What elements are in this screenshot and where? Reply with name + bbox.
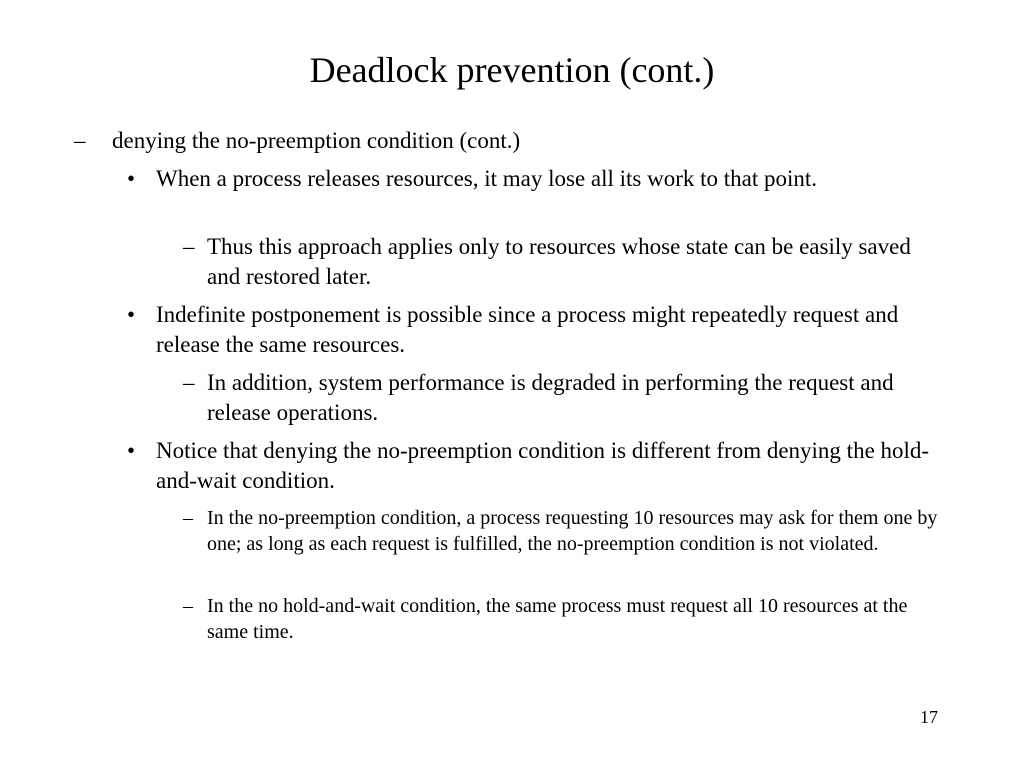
dash-marker: – [183, 234, 195, 259]
list-item-text: Indefinite postponement is possible since a process might repeatedly request and release the same resources. [156, 302, 899, 357]
list-item [127, 300, 942, 360]
dash-marker: – [74, 128, 86, 153]
slide-title: Deadlock prevention (cont.) [309, 50, 715, 90]
list-item [127, 164, 942, 194]
list-item-text: In addition, system performance is degraded in performing the request and release operations. [207, 370, 894, 425]
list-item-text: Notice that denying the no-preemption condition is different from denying the hold-and-wait condition. [156, 438, 930, 493]
list-item [74, 126, 974, 156]
list-item-text: When a process releases resources, it may lose all its work to that point. [156, 166, 818, 191]
list-item-text: Thus this approach applies only to resources whose state can be easily saved and restored later. [207, 234, 911, 289]
list-item [127, 436, 942, 496]
list-item [183, 232, 943, 292]
dash-marker: – [183, 595, 193, 617]
dash-marker: – [183, 370, 195, 395]
list-item [183, 593, 943, 645]
dash-marker: – [183, 507, 193, 529]
bullet-marker: • [127, 302, 136, 327]
list-item [183, 505, 943, 557]
bullet-marker: • [127, 166, 136, 191]
list-item-text: In the no-preemption condition, a process requesting 10 resources may ask for them one by one; as long as each request is fulfilled, the no-preemption condition is not violated. [207, 507, 938, 555]
list-item-text: In the no hold-and-wait condition, the same process must request all 10 resources at the same time. [207, 595, 908, 643]
page-number: 17 [920, 707, 938, 727]
bullet-marker: • [127, 438, 136, 463]
list-item-text: denying the no-preemption condition (cont.) [112, 128, 521, 153]
list-item [183, 368, 943, 428]
